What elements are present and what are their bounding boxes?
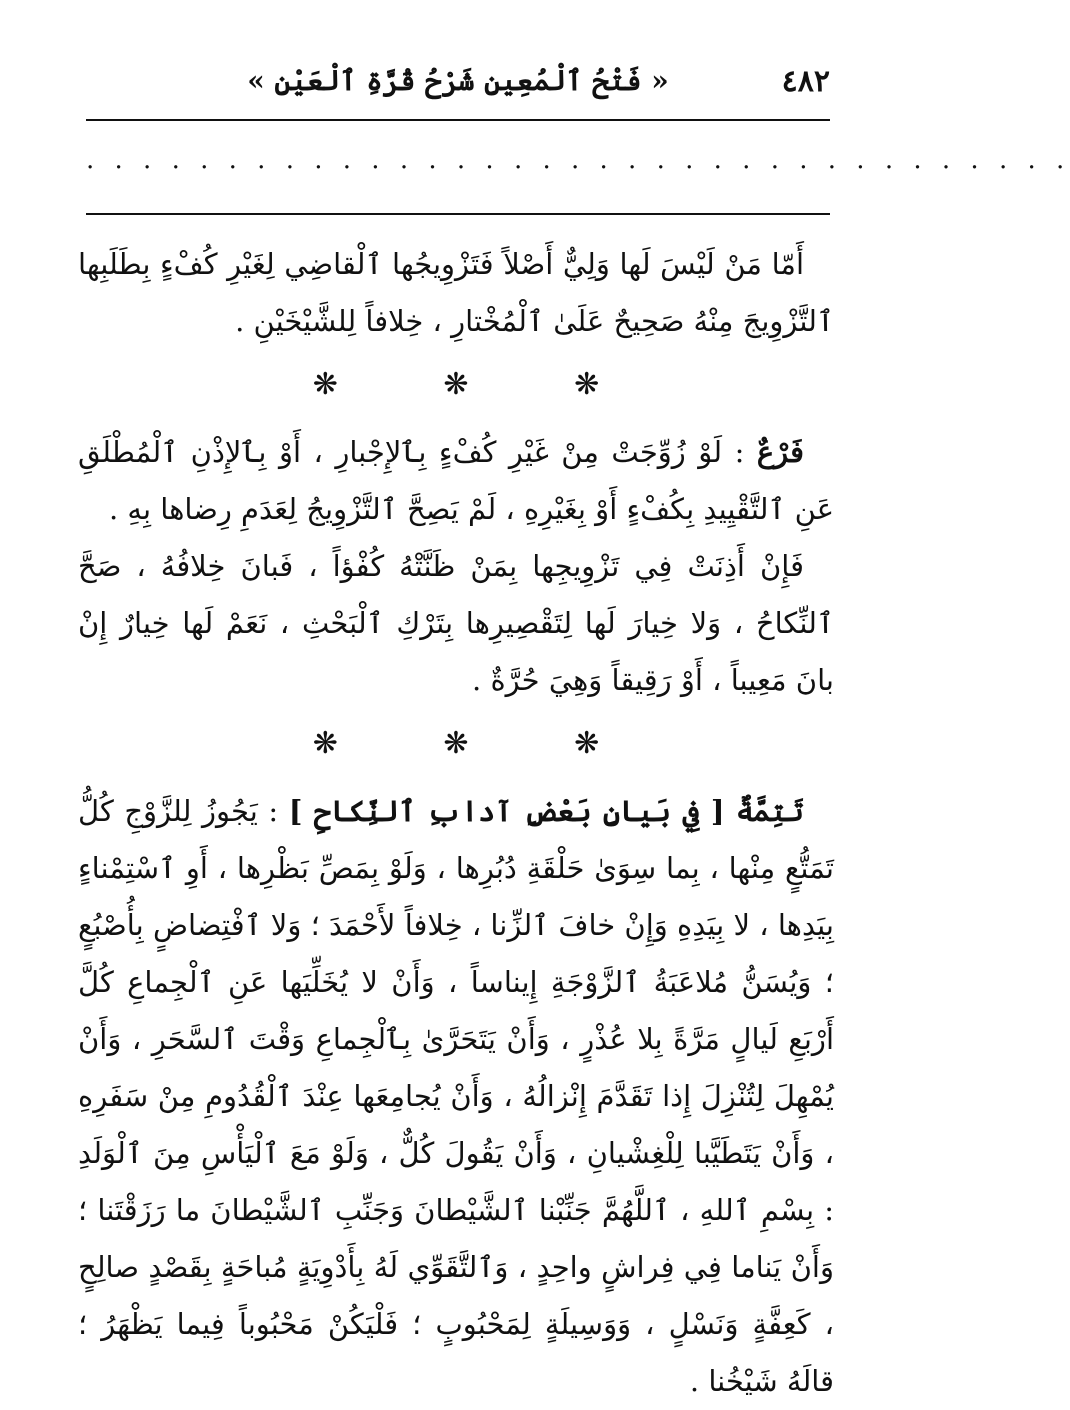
star-icon: ❋	[574, 367, 600, 402]
running-header	[86, 58, 830, 108]
main-text	[78, 236, 834, 1410]
paragraph-text: : لَوْ زُوِّجَتْ مِنْ غَيْرِ كُفْءٍ بِٱلإِجْبارِ ، أَوْ بِٱلإِذْنِ ٱلْمُطْلَقِ عَنِ ٱلتَّقْيِيدِ بِكُفْءٍ أَوْ بِغَيْرِهِ ، لَمْ يَصِحَّ ٱلتَّزْوِيجُ لِعَدَمِ رِضاها بِهِ .	[78, 435, 834, 526]
paragraph-guardian	[78, 236, 834, 350]
star-icon: ❋	[443, 367, 469, 402]
paragraph-tatimma	[78, 783, 834, 1410]
star-icon: ❋	[312, 367, 338, 402]
header-rule	[86, 119, 830, 121]
paragraph-text: فَإِنْ أَذِنَتْ فِي تَزْوِيجِها بِمَنْ ظَنَّتْهُ كُفْؤاً ، فَبانَ خِلافُهُ ، صَحَّ ٱلنِّكاحُ ، وَلا خِيارَ لَها لِتَقْصِيرِها بِتَرْكِ ٱلْبَحْثِ ، نَعَمْ لَها خِيارٌ إِنْ بانَ مَعِيباً ، أَوْ رَقِيقاً وَهِيَ حُرَّةٌ .	[78, 549, 834, 697]
paragraph-far	[78, 424, 834, 538]
paragraph-lead: فَرْعٌ	[756, 435, 804, 469]
paragraph-text: : يَجُوزُ لِلزَّوْجِ كُلُّ تَمَتُّعٍ مِنْها ، بِما سِوَىٰ حَلْقَةِ دُبُرِها ، وَلَوْ بِمَصِّ بَظْرِها ، أَوِ ٱسْتِمْناءٍ بِيَدِها ، لا بِيَدِهِ وَإِنْ خافَ ٱلزِّنا ، خِلافاً لأَحْمَدَ ؛ وَلا ٱفْتِضاضٍ بِأُصْبُعٍ ؛ وَيُسَنُّ مُلاعَبَةُ ٱلزَّوْجَةِ إِيناساً ، وَأَنْ لا يُخَلِّيَها عَنِ ٱلْجِماعِ كُلَّ أَرْبَعِ لَيالٍ مَرَّةً بِلا عُذْرٍ ، وَأَنْ يَتَحَرَّىٰ بِٱلْجِماعِ وَقْتَ ٱلسَّحَرِ ، وَأَنْ يُمْهِلَ لِتُنْزِلَ إِذا تَقَدَّمَ إِنْزالُهُ ، وَأَنْ يُجامِعَها عِنْدَ ٱلْقُدُومِ مِنْ سَفَرِهِ ، وَأَنْ يَتَطَيَّبا لِلْغِشْيانِ ، وَأَنْ يَقُولَ كُلٌّ ، وَلَوْ مَعَ ٱلْيَأْسِ مِنَ ٱلْوَلَدِ : بِسْمِ ٱللهِ ، ٱللَّهُمَّ جَنِّبْنا ٱلشَّيْطانَ وَجَنِّبِ ٱلشَّيْطانَ ما رَزَقْتَنا ؛ وَأَنْ يَناما فِي فِراشٍ واحِدٍ ، وَٱلتَّقَوِّي لَهُ بِأَدْوِيَةٍ مُباحَةٍ بِقَصْدٍ صالِحٍ ، كَعِفَّةٍ وَنَسْلٍ ، وَوَسِيلَةٍ لِمَحْبُوبٍ ؛ فَلْيَكُنْ مَحْبُوباً فِيما يَظْهَرُ ؛ قالَهُ شَيْخُنا .	[78, 794, 834, 1398]
section-rule	[86, 213, 830, 215]
star-icon: ❋	[574, 726, 600, 761]
page-number: ٤٨٢	[781, 64, 830, 99]
ellipsis-separator: . . . . . . . . . . . . . . . . . . . . . . . . . . . . . . . . . . .	[86, 145, 1070, 175]
star-divider	[78, 354, 834, 416]
star-icon: ❋	[312, 726, 338, 761]
paragraph-permission	[78, 538, 834, 709]
star-icon: ❋	[443, 726, 469, 761]
paragraph-lead: تَتِمَّةٌ [ فِي بَيانِ بَعْضِ آدابِ ٱلنِّكاحِ ]	[288, 794, 804, 828]
star-divider	[78, 713, 834, 775]
running-title: « فَتْحُ ٱلْمُعِينِ شَرْحُ قُرَّةِ ٱلْعَيْنِ »	[247, 64, 669, 97]
paragraph-text: أَمّا مَنْ لَيْسَ لَها وَلِيٌّ أَصْلاً فَتَزْوِيجُها ٱلْقاضِي لِغَيْرِ كُفْءٍ بِطَلَبِها ٱلتَّزْوِيجَ مِنْهُ صَحِيحٌ عَلَىٰ ٱلْمُخْتارِ ، خِلافاً لِلشَّيْخَيْنِ .	[78, 247, 834, 338]
